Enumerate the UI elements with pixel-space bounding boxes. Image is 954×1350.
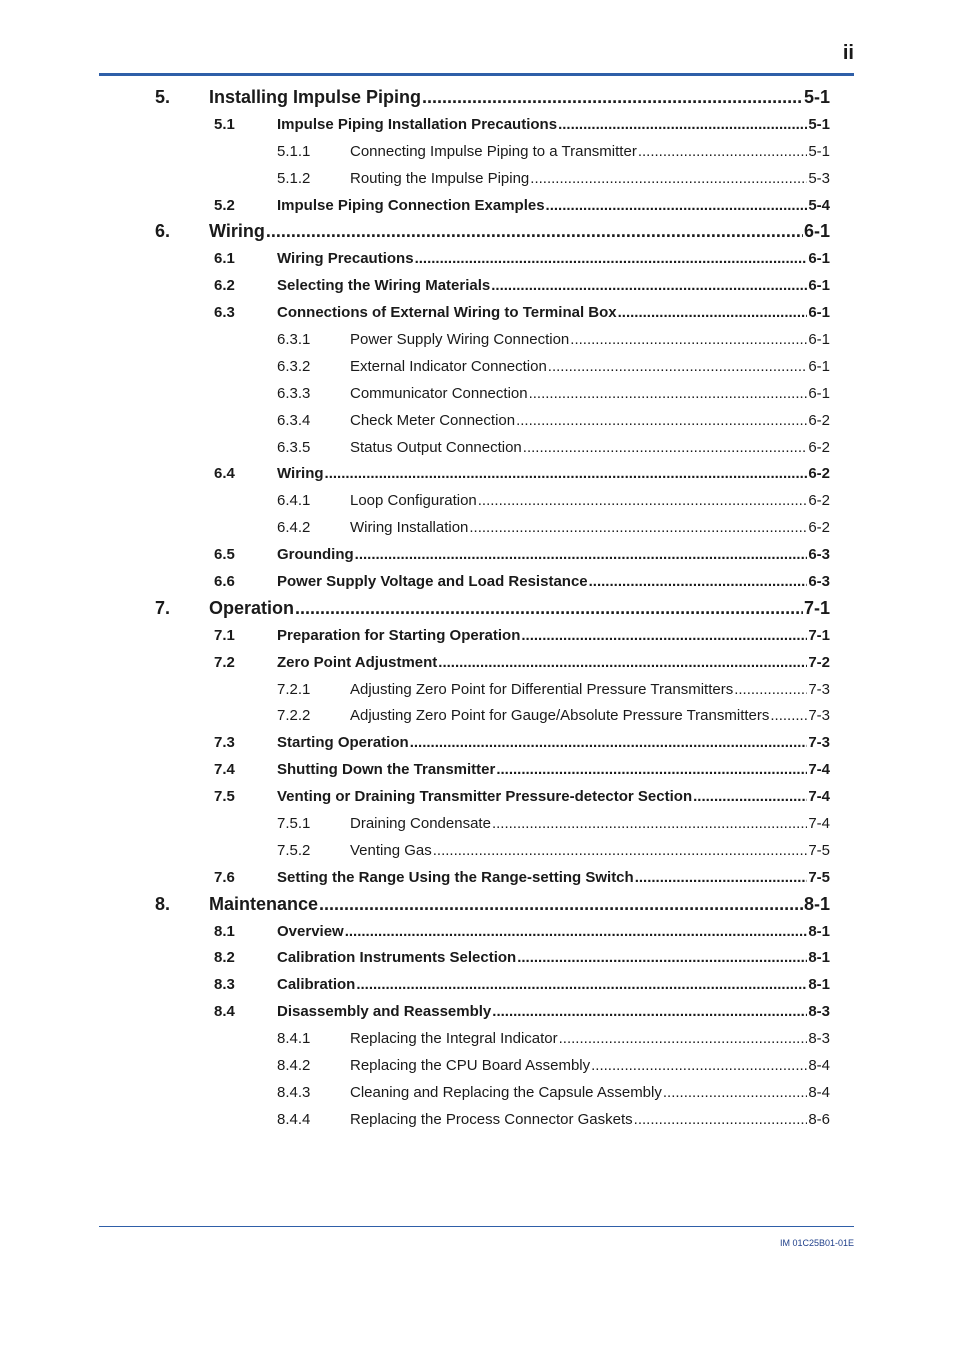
toc-entry-page: 7-3 <box>808 734 830 752</box>
toc-entry-line <box>350 143 830 160</box>
toc-dot-leader <box>523 439 808 456</box>
toc-entry-title: Starting Operation <box>277 734 409 752</box>
toc-entry-line <box>277 923 830 940</box>
toc-entry-title: Check Meter Connection <box>350 411 516 429</box>
toc-entry-title: Wiring <box>209 221 265 242</box>
toc-dot-leader <box>355 546 808 563</box>
toc-entry-title: Connecting Impulse Piping to a Transmitter <box>350 142 637 160</box>
toc-entry-number: 8.4.1 <box>277 1030 311 1048</box>
toc-entry-number: 6.3.5 <box>277 438 311 456</box>
toc-entry[interactable] <box>0 514 954 541</box>
toc-entry-title: Maintenance <box>209 893 319 914</box>
toc-entry[interactable] <box>0 756 954 783</box>
toc-entry-number: 6.3.2 <box>277 357 311 375</box>
toc-entry[interactable] <box>0 998 954 1025</box>
toc-dot-leader <box>492 1003 807 1020</box>
toc-entry-page: 7-4 <box>808 788 830 806</box>
toc-entry[interactable] <box>0 192 954 219</box>
toc-entry-page: 7-3 <box>808 680 830 698</box>
toc-entry[interactable] <box>0 111 954 138</box>
toc-entry-line <box>277 761 830 778</box>
toc-entry-page: 7-5 <box>808 868 830 886</box>
toc-entry[interactable] <box>0 299 954 326</box>
toc-entry-line <box>209 87 830 108</box>
toc-entry[interactable] <box>0 353 954 380</box>
toc-entry-number: 5. <box>155 86 171 107</box>
toc-entry-number: 6. <box>155 221 171 242</box>
toc-entry-title: Shutting Down the Transmitter <box>277 761 496 779</box>
toc-entry-line <box>350 358 830 375</box>
toc-entry[interactable] <box>0 622 954 649</box>
toc-entry-number: 8. <box>155 893 171 914</box>
toc-entry-page: 8-4 <box>808 1083 830 1101</box>
toc-entry-page: 6-1 <box>808 384 830 402</box>
toc-entry-page: 5-1 <box>803 86 830 107</box>
toc-dot-leader <box>516 412 807 429</box>
toc-entry-page: 8-3 <box>808 1003 830 1021</box>
toc-entry-line <box>350 1057 830 1074</box>
document-id: IM 01C25B01-01E <box>779 1238 854 1248</box>
toc-entry-line <box>350 170 830 187</box>
toc-entry[interactable] <box>0 1106 954 1133</box>
toc-entry-number: 8.2 <box>214 949 235 967</box>
toc-entry-page: 8-1 <box>808 976 830 994</box>
toc-entry-title: Replacing the Process Connector Gaskets <box>350 1110 633 1128</box>
toc-entry-number: 7. <box>155 597 171 618</box>
toc-entry-number: 7.6 <box>214 868 235 886</box>
toc-entry-page: 7-4 <box>808 761 830 779</box>
toc-entry[interactable] <box>0 918 954 945</box>
toc-entry-number: 6.5 <box>214 546 235 564</box>
toc-entry-title: Calibration Instruments Selection <box>277 949 517 967</box>
toc-entry-title: Power Supply Wiring Connection <box>350 330 570 348</box>
toc-entry[interactable] <box>0 1025 954 1052</box>
toc-dot-leader <box>638 143 808 160</box>
toc-entry-page: 7-1 <box>808 626 830 644</box>
toc-entry[interactable] <box>0 138 954 165</box>
toc-dot-leader <box>422 87 803 108</box>
toc-entry-page: 8-1 <box>803 893 830 914</box>
toc-entry-title: Communicator Connection <box>350 384 528 402</box>
toc-dot-leader <box>734 681 807 698</box>
toc-entry-title: Selecting the Wiring Materials <box>277 277 491 295</box>
toc-entry-page: 6-2 <box>808 492 830 510</box>
page-number: ii <box>842 42 854 64</box>
footer-rule <box>99 1226 854 1227</box>
toc-entry-title: Adjusting Zero Point for Gauge/Absolute Pressure Transmitters <box>350 707 770 725</box>
toc-dot-leader <box>546 197 808 214</box>
toc-dot-leader <box>266 221 803 242</box>
toc-entry-line <box>350 385 830 402</box>
toc-entry-number: 6.3.4 <box>277 411 311 429</box>
toc-entry-page: 5-4 <box>808 196 830 214</box>
toc-entry-title: Impulse Piping Installation Precautions <box>277 115 558 133</box>
toc-entry[interactable] <box>0 649 954 676</box>
toc-entry-line <box>277 116 830 133</box>
toc-entry-line <box>277 734 830 751</box>
toc-entry-number: 8.1 <box>214 922 235 940</box>
toc-entry[interactable] <box>0 945 954 972</box>
toc-entry-page: 7-2 <box>808 653 830 671</box>
toc-entry-line <box>277 869 830 886</box>
toc-entry[interactable] <box>0 729 954 756</box>
toc-dot-leader <box>319 894 803 915</box>
toc-entry-line <box>277 1003 830 1020</box>
toc-entry[interactable] <box>0 971 954 998</box>
toc-entry-number: 7.5.1 <box>277 814 311 832</box>
toc-entry-page: 8-1 <box>808 949 830 967</box>
toc-entry-line <box>209 221 830 242</box>
toc-entry-line <box>277 788 830 805</box>
toc-dot-leader <box>618 304 808 321</box>
toc-entry-line <box>350 1111 830 1128</box>
toc-entry-title: Disassembly and Reassembly <box>277 1003 492 1021</box>
toc-entry-page: 6-2 <box>808 438 830 456</box>
toc-entry-line <box>350 1030 830 1047</box>
toc-dot-leader <box>770 707 807 724</box>
toc-entry-number: 7.4 <box>214 761 235 779</box>
toc-entry-page: 5-3 <box>808 169 830 187</box>
toc-entry-title: Overview <box>277 922 344 940</box>
toc-entry-number: 6.3.3 <box>277 384 311 402</box>
toc-entry-line <box>350 1084 830 1101</box>
toc-entry-line <box>350 707 830 724</box>
toc-dot-leader <box>548 358 808 375</box>
toc-entry-title: Connections of External Wiring to Terminal Box <box>277 304 617 322</box>
toc-entry-line <box>277 654 830 671</box>
toc-dot-leader <box>635 869 808 886</box>
toc-entry-title: Wiring Installation <box>350 519 469 537</box>
toc-entry[interactable] <box>0 837 954 864</box>
toc-entry[interactable] <box>0 568 954 595</box>
toc-dot-leader <box>295 598 803 619</box>
toc-entry-page: 8-3 <box>808 1030 830 1048</box>
toc-entry-title: Operation <box>209 597 295 618</box>
toc-entry-title: Installing Impulse Piping <box>209 86 422 107</box>
toc-entry-line <box>350 842 830 859</box>
toc-entry-number: 7.2.1 <box>277 680 311 698</box>
toc-entry-page: 6-1 <box>808 277 830 295</box>
toc-entry[interactable] <box>0 783 954 810</box>
toc-entry-page: 5-1 <box>808 142 830 160</box>
toc-entry[interactable] <box>0 434 954 461</box>
toc-dot-leader <box>496 761 807 778</box>
toc-entry-page: 6-3 <box>808 546 830 564</box>
toc-entry-line <box>350 519 830 536</box>
toc-entry-title: Impulse Piping Connection Examples <box>277 196 545 214</box>
toc-entry-number: 6.3.1 <box>277 330 311 348</box>
toc-entry-number: 8.4 <box>214 1003 235 1021</box>
toc-dot-leader <box>663 1084 807 1101</box>
toc-entry-page: 6-1 <box>808 304 830 322</box>
toc-entry-title: External Indicator Connection <box>350 357 547 375</box>
toc-entry[interactable] <box>0 541 954 568</box>
toc-entry-title: Loop Configuration <box>350 492 477 510</box>
toc-entry-page: 6-2 <box>808 519 830 537</box>
toc-entry-page: 8-1 <box>808 922 830 940</box>
toc-entry[interactable] <box>0 487 954 514</box>
toc-entry[interactable] <box>0 702 954 729</box>
toc-entry-line <box>277 546 830 563</box>
toc-dot-leader <box>529 385 808 402</box>
toc-entry-number: 7.5.2 <box>277 841 311 859</box>
toc-entry-page: 6-1 <box>808 357 830 375</box>
toc-entry-line <box>209 894 830 915</box>
toc-dot-leader <box>410 734 808 751</box>
toc-entry-number: 8.3 <box>214 976 235 994</box>
toc-entry-page: 7-4 <box>808 814 830 832</box>
toc-entry-number: 5.1.2 <box>277 169 311 187</box>
toc-dot-leader <box>589 573 808 590</box>
toc-entry-number: 8.4.3 <box>277 1083 311 1101</box>
toc-entry-number: 5.2 <box>214 196 235 214</box>
toc-entry-number: 6.3 <box>214 304 235 322</box>
toc-dot-leader <box>415 250 808 267</box>
toc-entry-line <box>350 412 830 429</box>
toc-entry-line <box>209 598 830 619</box>
toc-entry-number: 7.1 <box>214 626 235 644</box>
toc-entry-number: 7.2.2 <box>277 707 311 725</box>
toc-entry-line <box>277 573 830 590</box>
toc-dot-leader <box>433 842 808 859</box>
toc-entry-title: Wiring Precautions <box>277 250 414 268</box>
toc-dot-leader <box>634 1111 808 1128</box>
toc-entry-line <box>277 627 830 644</box>
toc-entry-page: 6-3 <box>808 572 830 590</box>
toc-entry-number: 7.3 <box>214 734 235 752</box>
toc-entry-title: Power Supply Voltage and Load Resistance <box>277 572 588 590</box>
toc-entry-line <box>350 815 830 832</box>
toc-entry[interactable] <box>0 380 954 407</box>
toc-entry-title: Setting the Range Using the Range-setting Switch <box>277 868 634 886</box>
toc-entry-number: 6.2 <box>214 277 235 295</box>
toc-dot-leader <box>478 492 808 509</box>
toc-entry-line <box>277 277 830 294</box>
toc-entry-line <box>277 976 830 993</box>
toc-entry-title: Status Output Connection <box>350 438 522 456</box>
toc-entry-number: 5.1.1 <box>277 142 311 160</box>
toc-entry-title: Calibration <box>277 976 356 994</box>
table-of-contents <box>0 84 954 1133</box>
toc-entry[interactable] <box>0 676 954 703</box>
toc-entry-line <box>350 439 830 456</box>
toc-entry-page: 5-1 <box>808 115 830 133</box>
toc-entry[interactable] <box>0 891 954 918</box>
toc-entry-title: Venting or Draining Transmitter Pressure-detector Section <box>277 788 693 806</box>
toc-dot-leader <box>693 788 807 805</box>
toc-entry-number: 6.4 <box>214 465 235 483</box>
toc-entry-title: Zero Point Adjustment <box>277 653 438 671</box>
toc-dot-leader <box>521 627 807 644</box>
toc-entry-page: 8-6 <box>808 1110 830 1128</box>
toc-entry-number: 8.4.2 <box>277 1057 311 1074</box>
toc-entry-number: 7.5 <box>214 788 235 806</box>
toc-entry-line <box>277 465 830 482</box>
toc-entry-title: Replacing the Integral Indicator <box>350 1030 558 1048</box>
toc-dot-leader <box>492 815 807 832</box>
toc-entry-page: 6-2 <box>808 465 830 483</box>
toc-entry-page: 6-1 <box>808 330 830 348</box>
toc-entry-title: Adjusting Zero Point for Differential Pressure Transmitters <box>350 680 734 698</box>
toc-entry[interactable] <box>0 326 954 353</box>
toc-entry[interactable] <box>0 407 954 434</box>
toc-entry-page: 6-2 <box>808 411 830 429</box>
toc-dot-leader <box>559 1030 808 1047</box>
toc-entry[interactable] <box>0 84 954 111</box>
toc-entry-title: Grounding <box>277 546 354 564</box>
toc-entry-number: 6.4.2 <box>277 519 311 537</box>
toc-entry-number: 6.6 <box>214 572 235 590</box>
toc-entry-line <box>277 949 830 966</box>
toc-entry-title: Routing the Impulse Piping <box>350 169 530 187</box>
toc-entry-page: 7-3 <box>808 707 830 725</box>
toc-entry-number: 6.1 <box>214 250 235 268</box>
toc-dot-leader <box>517 949 807 966</box>
toc-entry[interactable] <box>0 595 954 622</box>
toc-entry-title: Replacing the CPU Board Assembly <box>350 1057 591 1074</box>
toc-entry[interactable] <box>0 245 954 272</box>
toc-entry[interactable] <box>0 810 954 837</box>
toc-dot-leader <box>345 923 808 940</box>
toc-entry-number: 6.4.1 <box>277 492 311 510</box>
header-rule <box>99 73 854 76</box>
toc-entry-title: Cleaning and Replacing the Capsule Assembly <box>350 1083 662 1101</box>
toc-entry[interactable] <box>0 218 954 245</box>
toc-entry-page: 8-4 <box>808 1057 830 1074</box>
toc-entry-number: 5.1 <box>214 115 235 133</box>
toc-entry[interactable] <box>0 165 954 192</box>
toc-entry[interactable] <box>0 864 954 891</box>
toc-dot-leader <box>591 1057 807 1074</box>
toc-entry-page: 6-1 <box>808 250 830 268</box>
toc-entry-page: 7-1 <box>803 597 830 618</box>
toc-dot-leader <box>438 654 807 671</box>
toc-dot-leader <box>469 519 807 536</box>
toc-dot-leader <box>570 331 807 348</box>
toc-entry[interactable] <box>0 460 954 487</box>
toc-entry-title: Venting Gas <box>350 841 432 859</box>
toc-dot-leader <box>530 170 807 187</box>
toc-entry-line <box>350 331 830 348</box>
toc-entry-line <box>277 304 830 321</box>
toc-entry-line <box>277 197 830 214</box>
toc-entry-number: 7.2 <box>214 653 235 671</box>
toc-entry-line <box>350 681 830 698</box>
toc-entry-title: Wiring <box>277 465 324 483</box>
toc-dot-leader <box>325 465 808 482</box>
toc-entry-page: 6-1 <box>803 221 830 242</box>
toc-entry[interactable] <box>0 1052 954 1079</box>
toc-entry[interactable] <box>0 272 954 299</box>
toc-entry-line <box>350 492 830 509</box>
toc-dot-leader <box>356 976 807 993</box>
toc-entry-page: 7-5 <box>808 841 830 859</box>
toc-dot-leader <box>491 277 807 294</box>
toc-entry[interactable] <box>0 1079 954 1106</box>
toc-entry-number: 8.4.4 <box>277 1110 311 1128</box>
toc-entry-line <box>277 250 830 267</box>
toc-entry-title: Draining Condensate <box>350 814 491 832</box>
toc-entry-title: Preparation for Starting Operation <box>277 626 521 644</box>
toc-dot-leader <box>558 116 807 133</box>
